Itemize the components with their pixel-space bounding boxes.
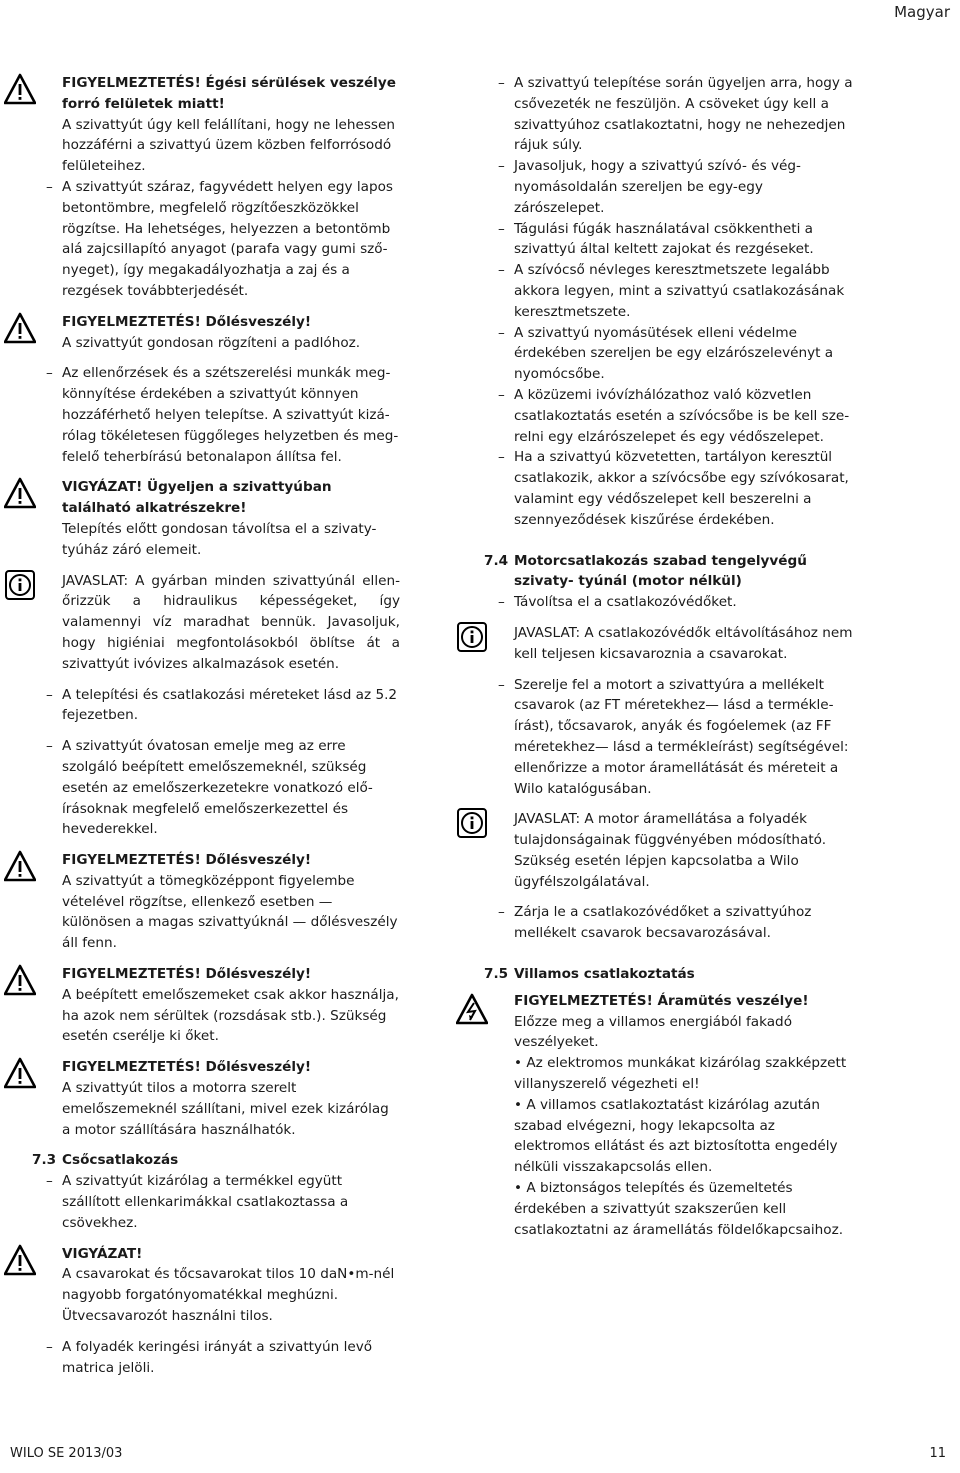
- warning-text: A beépített emelőszemeket csak akkor használja, ha azok nem sérültek (rozsdásak stb.). Szükség esetén cserélje ki őket.: [62, 986, 399, 1045]
- list-item: – A szivattyú telepítése során ügyeljen arra, hogy a csővezeték ne feszüljön. A csöveket úgy kell a szivattyúhoz csatlakoztatni, hogy ne nehezedjen rájuk súly.: [514, 73, 854, 156]
- warning-text: A szivattyút gondosan rögzíteni a padlóhoz.: [62, 334, 361, 351]
- electric-hazard-icon: [456, 993, 488, 1025]
- warning-electric: [514, 991, 854, 1241]
- warning-triangle-icon: [4, 312, 36, 344]
- bullet-item: • A villamos csatlakoztatást kizárólag azután szabad elvégezni, hogy lekapcsolta az elektromos ellátást és azt biztosította engedély nélküli visszakapcsolás ellen.: [514, 1096, 838, 1176]
- caution-text: Telepítés előtt gondosan távolítsa el a szivaty- tyúház záró elemeit.: [62, 520, 377, 558]
- warning-triangle-icon: [4, 477, 36, 509]
- list-item: – A szívócső névleges keresztmetszete legalább akkora legyen, mint a szivattyú csatlakozásának keresztmetszete.: [514, 260, 854, 322]
- note-hydraulic: [62, 571, 400, 675]
- caution-title: VIGYÁZAT!: [62, 1245, 143, 1262]
- left-column: [32, 73, 400, 1388]
- section-title: Csőcsatlakozás: [62, 1152, 179, 1169]
- warning-tip-over: [62, 850, 400, 954]
- section-7-4: [484, 551, 854, 593]
- list-item: – Szerelje fel a motort a szivattyúra a mellékelt csavarok (az FT méretekhez— lásd a termékle- írást), tőcsavarok, anyák és fogóelemek (az FF méretekhez— lásd a termékleírást) segítségével: ellenőrizze a motor áramellátását és méreteit a Wilo katalógusában.: [514, 675, 854, 800]
- note-text: JAVASLAT: A csatlakozóvédők eltávolításához nem kell teljesen kicsavaroznia a csavarokat.: [514, 624, 853, 662]
- warning-text: Előzze meg a villamos energiából fakadó veszélyeket.: [514, 1013, 793, 1051]
- caution-bolts: [62, 1244, 400, 1327]
- warning-title: FIGYELMEZTETÉS! Égési sérülések veszélye forró felületek miatt!: [62, 75, 396, 112]
- section-title: Villamos csatlakoztatás: [514, 966, 695, 983]
- warning-triangle-icon: [4, 964, 36, 996]
- warning-title: FIGYELMEZTETÉS! Dőlésveszély!: [62, 1059, 312, 1076]
- section-number: 7.3: [32, 1152, 57, 1169]
- warning-triangle-icon: [4, 1244, 36, 1276]
- info-icon: [456, 621, 488, 653]
- list-item: – A telepítési és csatlakozási méreteket lásd az 5.2 fejezetben.: [62, 685, 400, 727]
- section-title: Motorcsatlakozás szabad tengelyvégű szivaty- tyúnál (motor nélkül): [514, 552, 807, 590]
- list-item: – Zárja le a csatlakozóvédőket a szivattyúhoz mellékelt csavarok becsavarozásával.: [514, 902, 854, 944]
- info-icon: [4, 569, 36, 601]
- footer-publisher: WILO SE 2013/03: [10, 1446, 123, 1462]
- section-number: 7.4: [484, 552, 509, 569]
- note-text: JAVASLAT: A motor áramellátása a folyadék tulajdonságainak függvényében módosítható. Szükség esetén lépjen kapcsolatba a Wilo ügyfélszolgálatával.: [514, 811, 827, 890]
- warning-tip-over: [62, 964, 400, 1047]
- warning-tip-over: [62, 312, 400, 354]
- list-item: – Ha a szivattyú közvetetten, tartályon keresztül csatlakozik, akkor a szívócsőbe egy szívókosarat, valamint egy védőszelepet kell beszerelni a szennyeződések kiszűrése érdekében.: [514, 447, 854, 530]
- list-item: – A szivattyút óvatosan emelje meg az erre szolgáló beépített emelőszemeknél, szükség esetén az emelőszerkezetekre vonatkozó elő- írásoknak megfelelő emelőszerkezettel és hevederekkel.: [62, 736, 400, 840]
- warning-title: FIGYELMEZTETÉS! Dőlésveszély!: [62, 852, 312, 869]
- list-item: – A közüzemi ivóvízhálózathoz való közvetlen csatlakoztatás esetén a szívócsőbe is be kell sze- relni egy elzárószelepet és egy védőszelepet.: [514, 385, 854, 447]
- note-connector: [514, 623, 854, 665]
- section-7-3: [32, 1150, 400, 1171]
- caution-parts: [62, 477, 400, 560]
- caution-text: A csavarokat és tőcsavarokat tilos 10 daN•m-nél nagyobb forgatónyomatékkal meghúzni. Ütvecsavarozót használni tilos.: [62, 1266, 395, 1325]
- note-motor: [514, 809, 854, 892]
- list-item: – Tágulási fúgák használatával csökkentheti a szivattyú által keltett zajokat és rezgéseket.: [514, 219, 854, 261]
- list-item: – A szivattyú nyomásütések elleni védelme érdekében szereljen be egy elzárószelevényt a nyomócsőbe.: [514, 323, 854, 385]
- warning-title: FIGYELMEZTETÉS! Dőlésveszély!: [62, 966, 312, 983]
- section-7-5: [484, 964, 854, 985]
- header-language: Magyar: [894, 3, 950, 21]
- bullet-item: • Az elektromos munkákat kizárólag szakképzett villanyszerelő végezheti el!: [514, 1055, 847, 1093]
- warning-text: A szivattyút tilos a motorra szerelt emelőszemeknél szállítani, mivel ezek kizárólag a motor szállítására használhatók.: [62, 1080, 389, 1138]
- list-item: – A szivattyút száraz, fagyvédett helyen egy lapos betontömbre, megfelelő rögzítőeszközökkel rögzítse. Ha lehetséges, helyezzen a betontömb alá zajcsillapító anyagot (parafa vagy gumi sző- nyeget), így megakadályozhatja a zaj és a rezgések továbbterjedését.: [62, 177, 400, 302]
- list-item: – Javasoljuk, hogy a szivattyú szívó- és vég- nyomásoldalán szereljen be egy-egy zárószelepet.: [514, 156, 854, 218]
- list-item: – A szivattyút kizárólag a termékkel együtt szállított ellenkarimákkal csatlakoztassa a csövekhez.: [62, 1171, 400, 1233]
- list-item: – Távolítsa el a csatlakozóvédőket.: [514, 592, 854, 613]
- list-item: – A folyadék keringési irányát a szivattyún levő matrica jelöli.: [62, 1337, 400, 1379]
- page-number: 11: [929, 1446, 946, 1462]
- warning-title: FIGYELMEZTETÉS! Áramütés veszélye!: [514, 992, 809, 1009]
- warning-title: FIGYELMEZTETÉS! Dőlésveszély!: [62, 313, 312, 330]
- warning-triangle-icon: [4, 73, 36, 105]
- warning-text: A szivattyút a tömegközéppont figyelembe vételével rögzítse, ellenkező esetben — különösen a magas szivattyúknál — dőlésveszély áll fenn.: [62, 872, 398, 952]
- info-icon: [456, 807, 488, 839]
- warning-text: A szivattyút úgy kell felállítani, hogy ne lehessen hozzáférni a szivattyú üzem közben felforrósodó felületeihez.: [62, 116, 395, 175]
- right-column: [484, 73, 854, 1250]
- warning-tip-over: [62, 1057, 400, 1140]
- bullet-item: • A biztonságos telepítés és üzemeltetés érdekében a szivattyút szakszerűen kell csatlakoztatni az áramellátás földelőkapcsaihoz.: [514, 1180, 844, 1238]
- note-text: JAVASLAT: A gyárban minden szivattyúnál ellen- őrizzük a hidraulikus képességeket, így valamennyi víz maradhat bennük. Javasoljuk, hogy higiéniai megfontolásokból öblítse át a szivattyút ivóvizes alkalmazások esetén.: [62, 572, 400, 672]
- warning-burn: [62, 73, 400, 177]
- caution-title: VIGYÁZAT! Ügyeljen a szivattyúban található alkatrészekre!: [62, 479, 332, 517]
- section-number: 7.5: [484, 966, 509, 983]
- warning-triangle-icon: [4, 850, 36, 882]
- warning-triangle-icon: [4, 1057, 36, 1089]
- list-item: – Az ellenőrzések és a szétszerelési munkák meg- könnyítése érdekében a szivattyút könnyen hozzáférhető helyen telepítse. A szivattyút kizá- rólag tökéletesen függőleges helyzetben és meg- felelő teherbírású betonalapon állítsa fel.: [62, 363, 400, 467]
